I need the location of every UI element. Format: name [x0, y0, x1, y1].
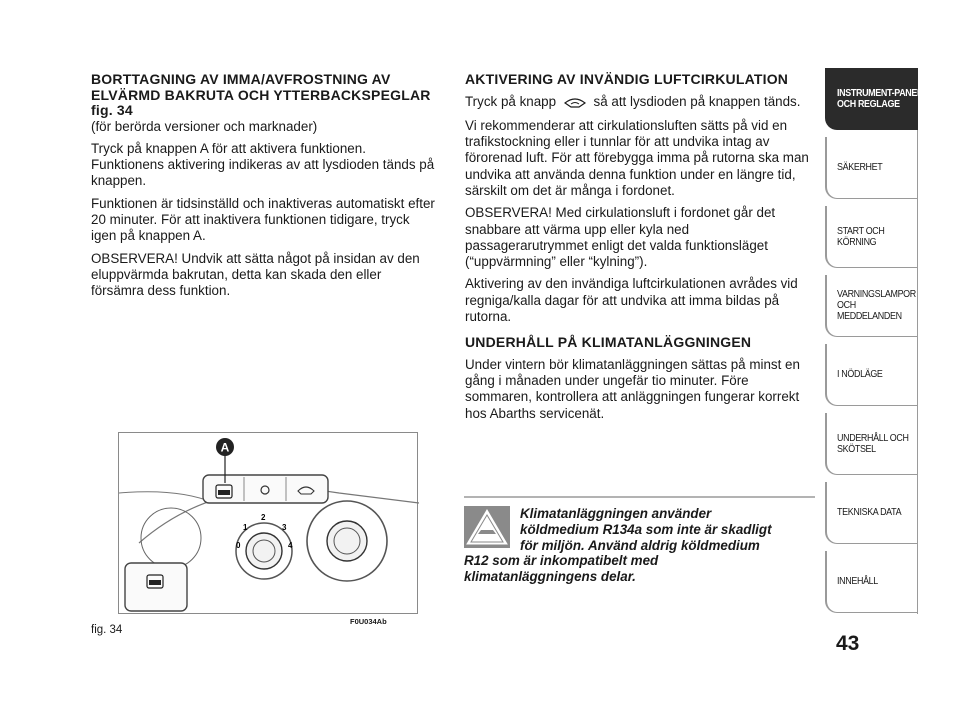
text-fragment: Tryck på knapp: [465, 93, 557, 109]
tab-varningslampor[interactable]: [825, 275, 918, 337]
fan-speed-1: 1: [243, 523, 248, 532]
tab-i-nodlage[interactable]: [825, 344, 918, 406]
paragraph: Tryck på knappen A för att aktivera funktionen. Funktionens aktivering indikeras av att lysdioden tänds på knappen.: [91, 140, 435, 189]
warning-line: Klimatanläggningen använder: [520, 506, 712, 521]
fan-speed-4: 4: [288, 541, 293, 550]
paragraph: Aktivering av den invändiga luftcirkulationen avrådes vid regniga/kalla dagar för att undvika att imma bildas på rutorna.: [465, 276, 798, 325]
warning-line: för miljön. Använd aldrig köldmedium: [520, 537, 760, 553]
figure-caption: fig. 34: [91, 624, 123, 636]
warning-line: klimatanläggningens delar.: [464, 569, 636, 585]
paragraph: Under vintern bör klimatanläggningen sättas på minst en gång i månaden under ungefär tio minuter. Före sommaren, kontrollera att anläggningen fungerar korrekt hos Abarths servicenät.: [465, 356, 800, 421]
figure-code: F0U034Ab: [350, 617, 387, 626]
fan-speed-3: 3: [282, 523, 287, 532]
tab-tekniska-data[interactable]: [825, 482, 918, 544]
tab-label: UNDERHÅLL OCH SKÖTSEL: [837, 431, 909, 455]
tab-label: I NÖDLÄGE: [837, 368, 883, 380]
section-subheading: (för berörda versioner och marknader): [91, 118, 318, 134]
tab-underhall[interactable]: [825, 413, 918, 475]
text-fragment: så att lysdioden på knappen tänds.: [593, 93, 801, 109]
tab-sakerhet[interactable]: [825, 137, 918, 199]
figure-climate-panel: [118, 432, 418, 614]
tab-innehall[interactable]: [825, 551, 918, 613]
column-left: [91, 72, 436, 305]
tab-label: INNEHÅLL: [837, 575, 878, 587]
warning-line: köldmedium R134a som inte är skadligt: [520, 521, 772, 537]
warning-line: R12 som är inkompatibelt med: [464, 553, 659, 569]
tab-label: SÄKERHET: [837, 161, 883, 173]
warning-rule: [464, 496, 815, 498]
fan-speed-0: 0: [236, 541, 241, 550]
tab-start-och-korning[interactable]: [825, 206, 918, 268]
section-heading-maintenance: UNDERHÅLL PÅ KLIMATANLÄGGNINGEN: [465, 334, 752, 351]
climate-panel-illustration: [119, 433, 419, 615]
column-right: [465, 72, 815, 428]
tab-label: INSTRUMENT-PANEL OCH REGLAGE: [837, 86, 922, 110]
fan-speed-2: 2: [261, 513, 266, 522]
tab-label: START OCH KÖRNING: [837, 224, 885, 248]
marker-a-label: A: [220, 440, 230, 455]
section-heading-recirculation: AKTIVERING AV INVÄNDIG LUFTCIRKULATION: [465, 71, 789, 87]
section-heading-defrost: BORTTAGNING AV IMMA/AVFROSTNING AV ELVÄRMD BAKRUTA OCH YTTERBACKSPEGLAR fig. 34: [91, 71, 431, 118]
paragraph: [465, 94, 815, 112]
page-number: 43: [836, 632, 860, 655]
recirculation-icon: [564, 96, 586, 112]
paragraph: Funktionen är tidsinställd och inaktiveras automatiskt efter 20 minuter. För att inaktivera funktionen tidigare, tryck igen på knappen A.: [91, 195, 435, 244]
paragraph: OBSERVERA! Undvik att sätta något på insidan av den eluppvärmda bakrutan, detta kan skada den eller försämra dess funktion.: [91, 250, 420, 299]
tab-label: VARNINGSLAMPOR OCH MEDDELANDEN: [837, 288, 916, 322]
warning-text: [464, 506, 814, 585]
paragraph: Vi rekommenderar att cirkulationsluften sätts på vid en trafikstockning eller i tunnlar för att undvika intag av förorenad luft. För att förebygga imma på rutorna ska man undvika att använda denna funktion under en längre tid, särskilt om det är många i fordonet.: [465, 117, 809, 198]
paragraph: OBSERVERA! Med cirkulationsluft i fordonet går det snabbare att värma upp eller kyla ned passagerarutrymmet enligt det valda funktionsläget (“uppvärmning” eller “kylning”).: [465, 205, 776, 270]
tab-instrumentpanel[interactable]: [825, 68, 922, 130]
tab-label: TEKNISKA DATA: [837, 506, 902, 518]
